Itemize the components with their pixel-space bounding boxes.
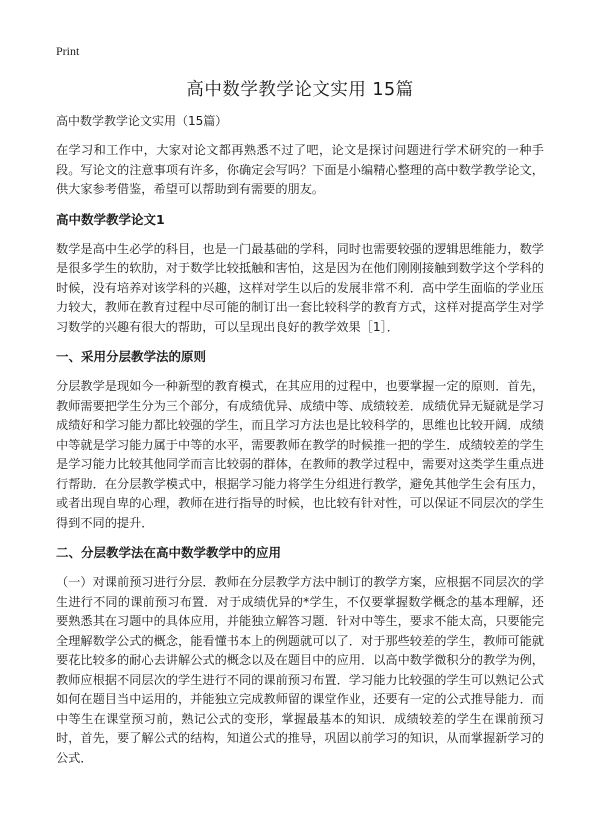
print-label[interactable]: Print xyxy=(56,44,80,58)
section-heading-paper-1: 高中数学教学论文1 xyxy=(56,211,165,227)
intro-paragraph: 在学习和工作中，大家对论文都再熟悉不过了吧，论文是探讨问题进行学术研究的一种手段。写论文的注意事项有许多，你确定会写吗？下面是小编精心整理的高中数学教学论文，供大家参考借鉴，希望可以帮助到有需要的朋友。 xyxy=(56,143,544,196)
page-title: 高中数学教学论文实用 15篇 xyxy=(186,80,414,100)
application-paragraph: （一）对课前预习进行分层．教师在分层教学方法中制订的教学方案，应根据不同层次的学生进行不同的课前预习布置．对于成绩优异的*学生，不仅要掌握数学概念的基本理解，还要熟悉其在习题中的具体应用，并能独立解答习题．针对中等生，要求不能太高，只要能完全理解数学公式的概念，能看懂书本上的例题就可以了．对于那些较差的学生，教师可能就要花比较多的耐心去讲解公式的概念以及在题目中的应用．以高中数学微积分的教学为例，教师应根据不同层次的学生进行不同的课前预习布置．学习能力比较强的学生可以熟记公式如何在题目当中运用的，并能独立完成教师留的课堂作业，还要有一定的公式推导能力．而中等生在课堂预习前，熟记公式的变形，掌握最基本的知识．成绩较差的学生在课前预习时，首先，要了解公式的结构，知道公式的推导，巩固以前学习的知识，从而掌握新学习的公式． xyxy=(56,575,544,765)
document-subtitle: 高中数学教学论文实用（15篇） xyxy=(56,114,228,128)
principles-paragraph: 分层教学是现如今一种新型的教育模式，在其应用的过程中，也要掌握一定的原则．首先，教师需要把学生分为三个部分，有成绩优异、成绩中等、成绩较差．成绩优异无疑就是学习成绩好和学习能力都比较强的学生，而且学习方法也是比较科学的，思维也比较开阔．成绩中等就是学习能力属于中等的水平，需要教师在教学的时候推一把的学生．成绩较差的学生是学习能力比较其他同学而言比较弱的群体，在教师的教学过程中，需要对这类学生重点进行帮助．在分层教学模式中，根据学习能力将学生分组进行教学，避免其他学生会有压力，或者出现自卑的心理，教师在进行指导的时候，也比较有针对性，可以保证不同层次的学生得到不同的提升． xyxy=(56,379,544,530)
section-heading-principles: 一、采用分层教学法的原则 xyxy=(56,349,207,364)
section-heading-application: 二、分层教学法在高中数学教学中的应用 xyxy=(56,545,282,560)
paper-1-paragraph: 数学是高中生必学的科目，也是一门最基础的学科，同时也需要较强的逻辑思维能力，数学是很多学生的软肋，对于数学比较抵触和害怕，这是因为在他们刚刚接触到数学这个学科的时候，没有培养对该学科的兴趣，这样对学生以后的发展非常不利．高中学生面临的学业压力较大，教师在教育过程中尽可能的制订出一套比较科学的教育方式，这样对提高学生对学习数学的兴趣有很大的帮助，可以呈现出良好的教学效果［1］． xyxy=(56,241,544,334)
